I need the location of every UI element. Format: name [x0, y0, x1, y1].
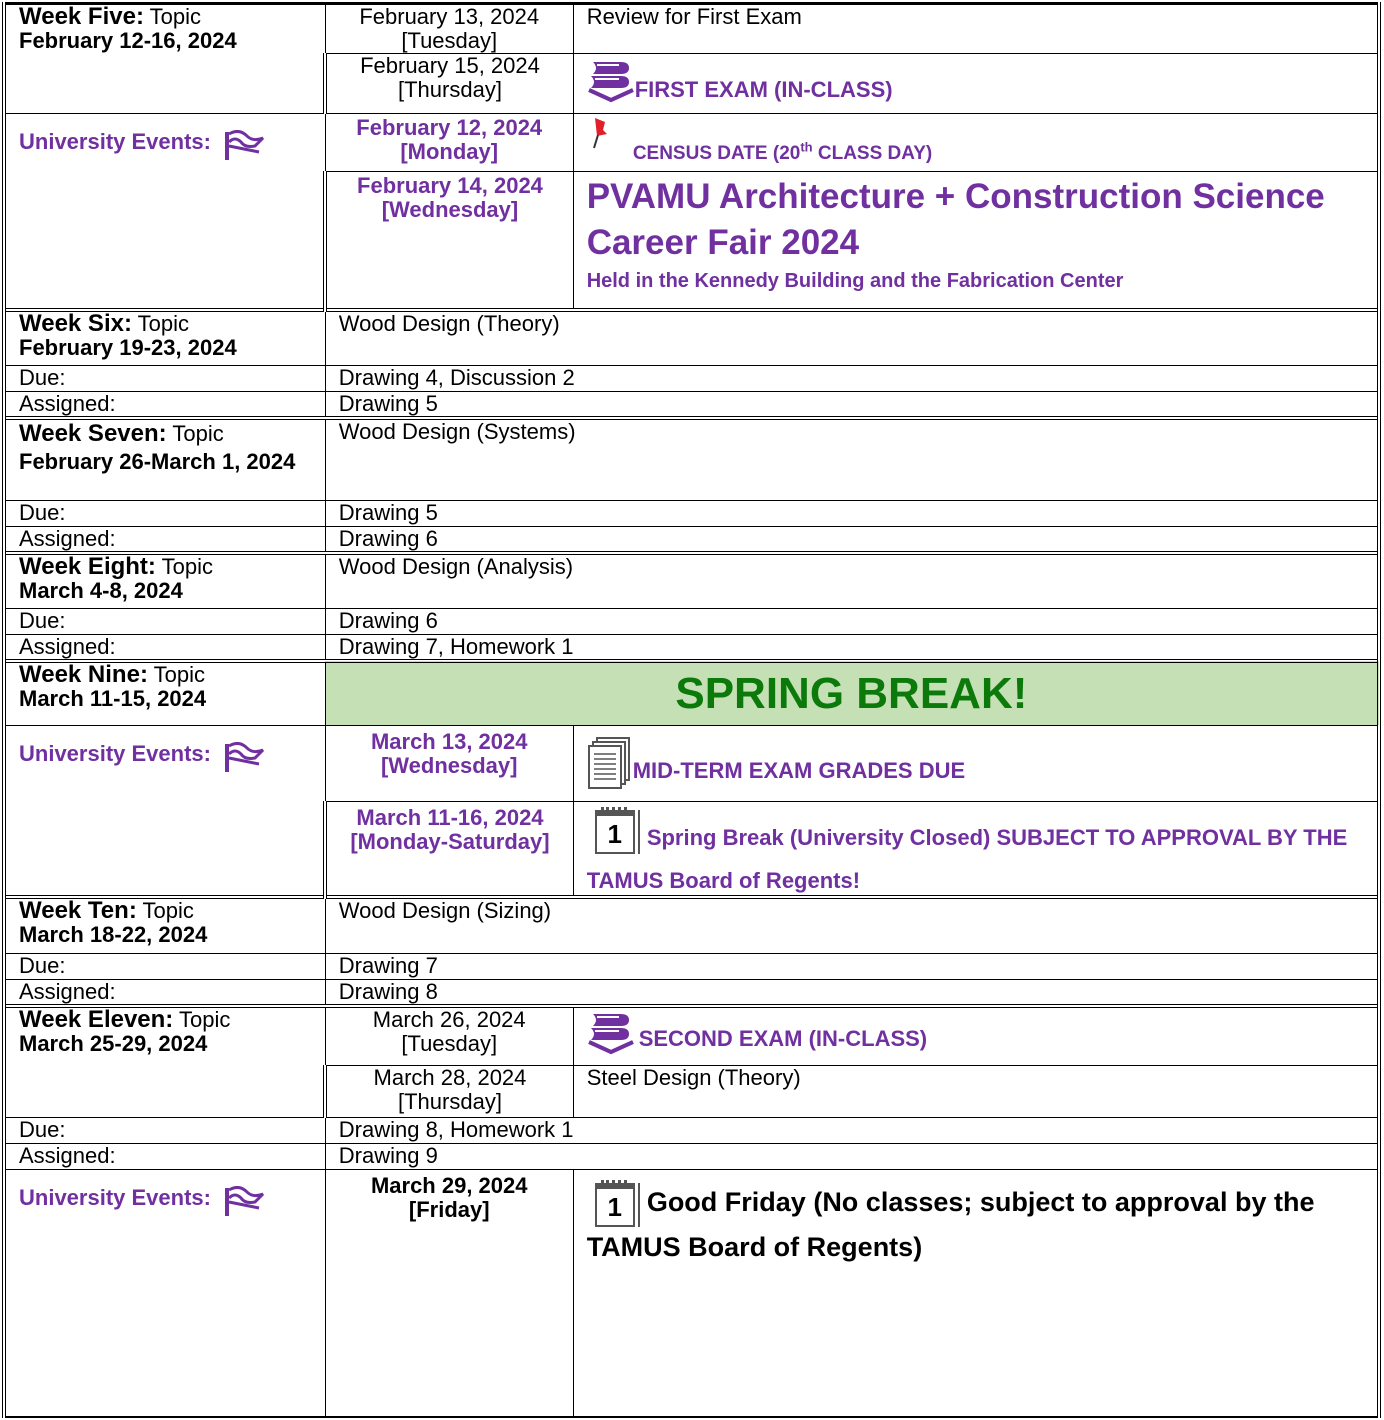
week-nine-header: [4, 661, 325, 725]
university-events-label: University Events:: [19, 129, 211, 154]
event-date: February 14, 2024 [Wednesday]: [325, 172, 573, 310]
due-row: [4, 609, 1379, 635]
week-topic: Wood Design (Analysis): [325, 553, 1379, 609]
due-value: Drawing 4, Discussion 2: [325, 366, 1379, 392]
event-date: February 12, 2024 [Monday]: [325, 114, 573, 172]
week-six-header: [4, 310, 325, 366]
topic-label: Topic: [143, 4, 202, 29]
class-topic: Steel Design (Theory): [573, 1066, 1379, 1118]
good-friday-cell: [573, 1170, 1379, 1418]
due-value: Drawing 7: [325, 953, 1379, 979]
career-fair-title: PVAMU Architecture + Construction Science Career Fair 2024: [586, 177, 1325, 262]
assigned-row: [4, 1144, 1379, 1170]
event-date: March 13, 2024 [Wednesday]: [325, 725, 573, 801]
spring-break-text: Spring Break (University Closed) SUBJECT TO APPROVAL BY THE TAMUS Board of Regents!: [586, 825, 1348, 893]
due-value: Drawing 6: [325, 609, 1379, 635]
week-six-row: [4, 310, 1379, 366]
university-events-cell: [4, 114, 325, 310]
assigned-label: Assigned:: [4, 526, 325, 553]
calendar-icon: 1: [595, 810, 635, 854]
good-friday-text: Good Friday (No classes; subject to approval by the TAMUS Board of Regents): [586, 1187, 1315, 1263]
week-five-events-row: [4, 114, 1379, 172]
career-fair-cell: [573, 172, 1379, 310]
due-row: [4, 500, 1379, 526]
week-dates: February 26-March 1, 2024: [19, 449, 296, 474]
books-icon: [587, 1010, 635, 1056]
university-events-label: University Events:: [19, 740, 211, 766]
exam-cell: [573, 1006, 1379, 1066]
flag-icon: [223, 742, 267, 774]
exam-label: FIRST EXAM (IN-CLASS): [634, 76, 893, 102]
spring-break-cell: [573, 801, 1379, 897]
week-dates: March 18-22, 2024: [19, 922, 208, 947]
due-label: Due:: [4, 953, 325, 979]
week-label: Week Six:: [19, 309, 132, 337]
event-date: March 29, 2024 [Friday]: [325, 1170, 573, 1418]
week-label: Week Eight:: [19, 552, 156, 580]
week-dates: February 19-23, 2024: [19, 334, 237, 360]
assigned-value: Drawing 9: [325, 1144, 1379, 1170]
week-topic: Wood Design (Sizing): [325, 897, 1379, 953]
due-label: Due:: [4, 1118, 325, 1144]
event-date: March 11-16, 2024 [Monday-Saturday]: [325, 801, 573, 897]
assigned-label: Assigned:: [4, 635, 325, 662]
week-label: Week Nine:: [19, 661, 148, 688]
due-value: Drawing 5: [325, 500, 1379, 526]
week-dates: February 12-16, 2024: [19, 28, 237, 53]
assigned-row: [4, 979, 1379, 1006]
university-events-cell: [4, 725, 325, 897]
week-ten-header: [4, 897, 325, 953]
due-label: Due:: [4, 366, 325, 392]
census-label: CENSUS DATE (20th CLASS DAY): [632, 139, 933, 164]
week-dates: March 11-15, 2024: [19, 686, 207, 711]
assigned-label: Assigned:: [4, 1144, 325, 1170]
university-events-cell: [4, 1170, 325, 1418]
week-label: Week Ten:: [19, 897, 137, 924]
assigned-row: [4, 526, 1379, 553]
census-cell: [573, 114, 1379, 172]
due-row: [4, 1118, 1379, 1144]
flag-icon: [223, 130, 267, 162]
due-label: Due:: [4, 609, 325, 635]
assigned-value: Drawing 7, Homework 1: [325, 635, 1379, 662]
midterm-label: MID-TERM EXAM GRADES DUE: [632, 758, 966, 784]
topic-label: Topic: [131, 310, 190, 336]
exam-cell: [573, 54, 1379, 114]
schedule-table: [2, 2, 1381, 1418]
class-date: February 15, 2024 [Thursday]: [325, 54, 573, 114]
flag-icon: [223, 1186, 267, 1218]
topic-label: Topic: [147, 662, 206, 687]
topic-label: Topic: [155, 553, 213, 579]
university-events-label: University Events:: [19, 1185, 211, 1210]
due-row: [4, 366, 1379, 392]
class-date: March 26, 2024 [Tuesday]: [325, 1006, 573, 1066]
due-value: Drawing 8, Homework 1: [325, 1118, 1379, 1144]
week-dates: March 4-8, 2024: [19, 577, 183, 603]
week-ten-row: [4, 897, 1379, 953]
week-nine-events-row: [4, 725, 1379, 801]
topic-label: Topic: [136, 898, 194, 923]
midterm-cell: [573, 725, 1379, 801]
week-seven-row: [4, 418, 1379, 500]
spring-break-banner: SPRING BREAK!: [325, 661, 1379, 725]
week-eight-header: [4, 553, 325, 609]
books-icon: [587, 58, 635, 104]
week-label: Week Five:: [19, 3, 144, 30]
week-eleven-header: [4, 1006, 325, 1118]
week-seven-header: [4, 418, 325, 500]
week-eleven-row: [4, 1006, 1379, 1066]
exam-label: SECOND EXAM (IN-CLASS): [638, 1026, 928, 1052]
week-eight-row: [4, 553, 1379, 609]
topic-label: Topic: [166, 421, 224, 446]
class-date: February 13, 2024 [Tuesday]: [325, 4, 573, 54]
due-row: [4, 953, 1379, 979]
assigned-value: Drawing 8: [325, 979, 1379, 1006]
week-dates: March 25-29, 2024: [19, 1030, 208, 1056]
week-eleven-events-row: [4, 1170, 1379, 1418]
week-label: Week Eleven:: [19, 1005, 174, 1033]
documents-icon: [587, 736, 633, 790]
week-topic: Wood Design (Theory): [325, 310, 1379, 366]
week-topic: Wood Design (Systems): [325, 418, 1379, 500]
assigned-row: [4, 392, 1379, 419]
week-nine-row: [4, 661, 1379, 725]
assigned-label: Assigned:: [4, 979, 325, 1006]
career-fair-location: Held in the Kennedy Building and the Fabrication Center: [586, 270, 1124, 292]
pushpin-icon: [587, 116, 617, 150]
due-label: Due:: [4, 500, 325, 526]
assigned-row: [4, 635, 1379, 662]
week-label: Week Seven:: [19, 420, 167, 447]
assigned-value: Drawing 5: [325, 392, 1379, 419]
assigned-label: Assigned:: [4, 392, 325, 419]
week-five-header: [4, 4, 325, 114]
topic-label: Topic: [173, 1006, 231, 1032]
calendar-icon: 1: [595, 1183, 635, 1227]
assigned-value: Drawing 6: [325, 526, 1379, 553]
class-date: March 28, 2024 [Thursday]: [325, 1066, 573, 1118]
class-topic: Review for First Exam: [573, 4, 1379, 54]
week-five-row: [4, 4, 1379, 54]
